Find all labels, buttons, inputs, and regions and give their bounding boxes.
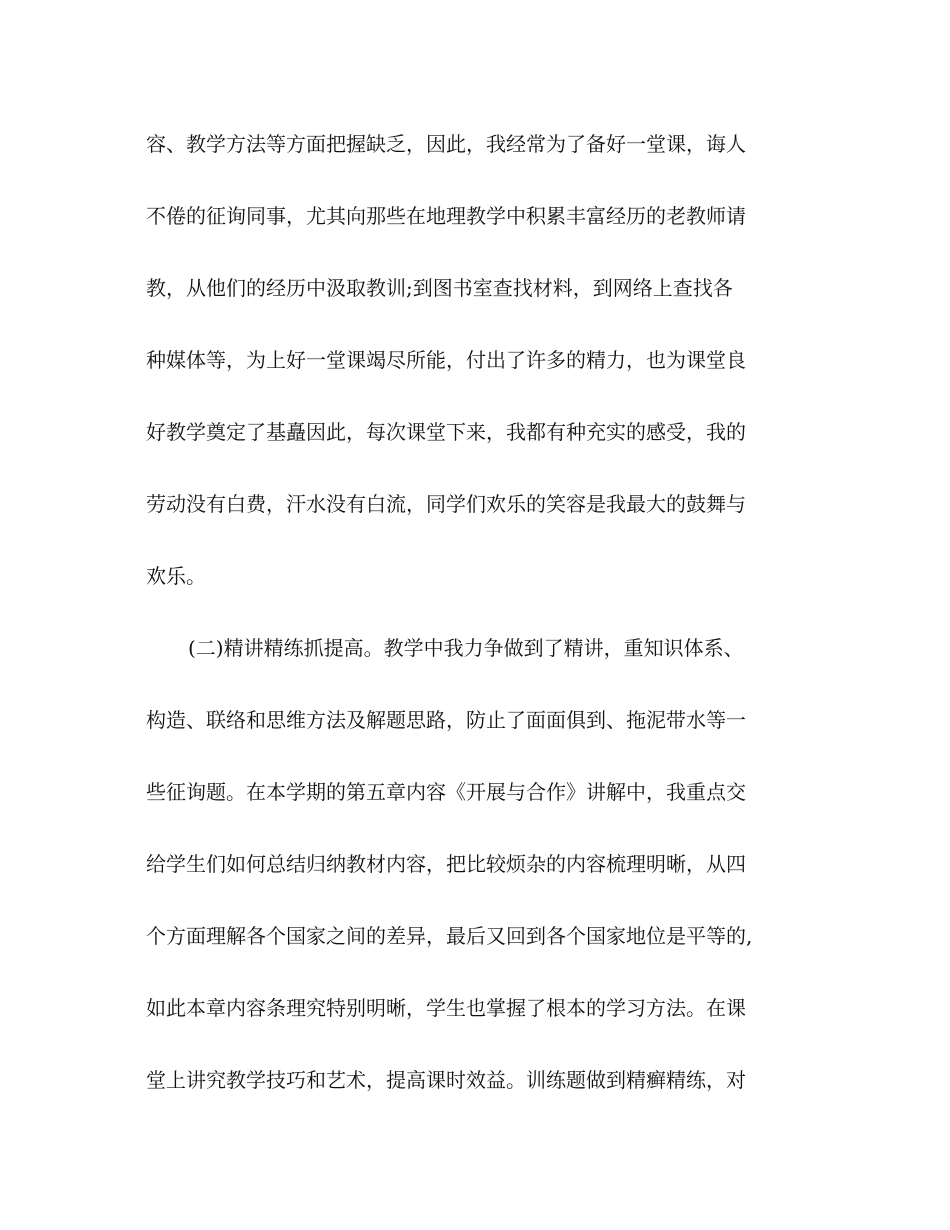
body-text — [146, 124, 816, 1132]
text-line: 些征询题。在本学期的第五章内容《开展与合作》讲解中，我重点交 — [146, 780, 746, 804]
text-line: 不倦的征询同事，尤其向那些在地理教学中积累丰富经历的老教师请 — [146, 204, 746, 228]
text-line: 欢乐。 — [146, 564, 206, 588]
text-line: 给学生们如何总结归纳教材内容，把比较烦杂的内容梳理明晰，从四 — [146, 852, 746, 876]
text-line: 容、教学方法等方面把握缺乏，因此，我经常为了备好一堂课，诲人 — [146, 132, 746, 156]
text-line: 堂上讲究教学技巧和艺术，提高课时效益。训练题做到精癣精练，对 — [146, 1068, 746, 1092]
text-line: 种媒体等，为上好一堂课竭尽所能，付出了许多的精力，也为课堂良 — [146, 348, 746, 372]
text-line: 教，从他们的经历中汲取教训;到图书室查找材料，到网络上查找各 — [146, 276, 733, 300]
text-line: 如此本章内容条理究特别明晰，学生也掌握了根本的学习方法。在课 — [146, 996, 746, 1020]
text-line: 好教学奠定了基矗因此，每次课堂下来，我都有种充实的感受，我的 — [146, 420, 746, 444]
text-line: 劳动没有白费，汗水没有白流，同学们欢乐的笑容是我最大的鼓舞与 — [146, 492, 746, 516]
text-line: 个方面理解各个国家之间的差异，最后又回到各个国家地位是平等的, — [146, 924, 753, 948]
text-line: 构造、联络和思维方法及解题思路，防止了面面俱到、拖泥带水等一 — [146, 708, 746, 732]
paragraph-start-line: (二)精讲精练抓提高。教学中我力争做到了精讲，重知识体系、 — [188, 636, 744, 660]
